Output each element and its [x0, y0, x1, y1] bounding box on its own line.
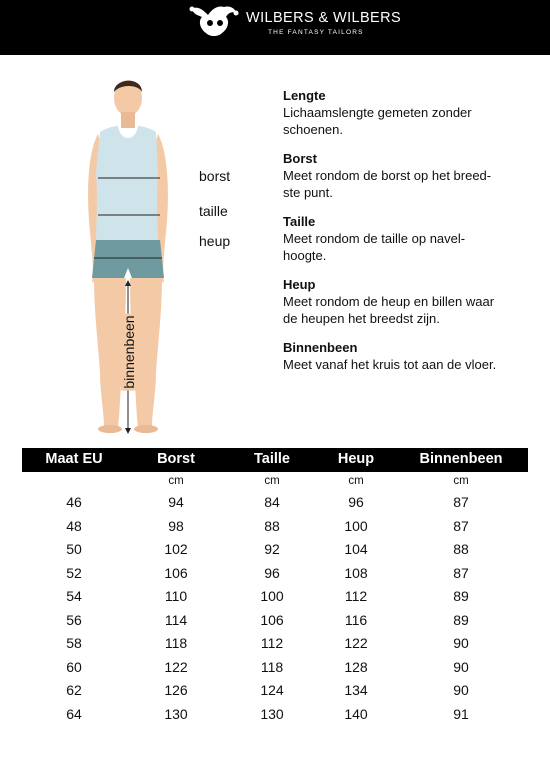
cell-binnenbeen: 90: [453, 635, 469, 651]
cell-maat: 48: [66, 517, 82, 534]
jester-mask-logo-icon: [188, 3, 240, 39]
cell-heup: 108: [344, 564, 368, 581]
definition-text-line: Meet rondom de heup en billen waar: [283, 294, 495, 309]
definition-taille: [283, 214, 538, 264]
cell-maat: 54: [66, 588, 82, 604]
cell-heup: 112: [344, 588, 368, 604]
definition-title: Heup: [283, 277, 316, 292]
unit-heup: cm: [348, 475, 364, 487]
cell-maat: 50: [66, 541, 82, 557]
cell-maat: 64: [66, 705, 82, 722]
table-row: [0, 632, 550, 655]
cell-maat: 60: [66, 658, 82, 675]
column-header-heup: Heup: [337, 451, 375, 467]
cell-heup: 96: [348, 494, 364, 510]
label-binnenbeen: binnenbeen: [121, 315, 137, 389]
cell-borst: 106: [164, 564, 188, 581]
cell-taille: 88: [264, 517, 280, 534]
table-row: [0, 609, 550, 632]
header-bar: [0, 0, 550, 55]
cell-taille: 106: [260, 611, 284, 628]
definition-borst: [283, 151, 538, 201]
cell-taille: 92: [264, 541, 280, 557]
cell-binnenbeen: 87: [453, 564, 469, 581]
cell-heup: 116: [344, 611, 368, 628]
table-row: [0, 562, 550, 585]
cell-borst: 130: [164, 705, 188, 722]
cell-binnenbeen: 91: [453, 705, 469, 722]
definition-title: Lengte: [283, 88, 326, 103]
unit-borst: cm: [168, 475, 184, 487]
label-heup: heup: [199, 233, 231, 249]
cell-maat: 52: [66, 564, 82, 581]
cell-taille: 130: [260, 705, 284, 722]
cell-maat: 58: [66, 635, 82, 651]
table-row: [0, 585, 550, 608]
definition-lengte: [283, 88, 538, 138]
cell-binnenbeen: 89: [453, 611, 469, 628]
cell-borst: 98: [168, 517, 184, 534]
label-taille: taille: [199, 203, 228, 219]
cell-borst: 102: [164, 541, 188, 557]
cell-heup: 140: [344, 705, 368, 722]
cell-taille: 118: [260, 658, 284, 675]
cell-taille: 100: [260, 588, 284, 604]
table-row: [0, 538, 550, 561]
definition-text-line: ste punt.: [283, 185, 333, 200]
unit-binnenbeen: cm: [453, 475, 469, 487]
definition-title: Binnenbeen: [283, 340, 358, 355]
definition-title: Taille: [283, 214, 316, 229]
column-header-maat: Maat EU: [45, 451, 103, 467]
cell-heup: 128: [344, 658, 368, 675]
brand-name: WILBERS & WILBERS: [246, 10, 402, 26]
definition-text-line: Meet rondom de taille op navel-: [283, 231, 466, 246]
definition-text-line: Lichaamslengte gemeten zonder: [283, 105, 472, 120]
cell-maat: 56: [66, 611, 82, 628]
shorts: [92, 240, 164, 278]
definition-text-line: Meet vanaf het kruis tot aan de vloer.: [283, 357, 497, 372]
table-row: [0, 515, 550, 538]
cell-borst: 110: [164, 588, 188, 604]
cell-borst: 126: [164, 682, 188, 698]
column-header-borst: Borst: [157, 451, 195, 467]
definition-binnenbeen: [283, 340, 538, 373]
label-binnenbeen-wrap: [121, 312, 137, 392]
shirt: [96, 126, 158, 242]
cell-taille: 112: [260, 635, 284, 651]
cell-taille: 96: [264, 564, 280, 581]
cell-binnenbeen: 88: [453, 541, 469, 557]
cell-heup: 134: [344, 682, 368, 698]
definition-text-line: hoogte.: [283, 248, 327, 263]
definition-heup: [283, 277, 538, 327]
cell-binnenbeen: 90: [453, 682, 469, 698]
cell-taille: 124: [260, 682, 284, 698]
cell-binnenbeen: 87: [453, 517, 469, 534]
cell-maat: 46: [66, 494, 82, 510]
cell-binnenbeen: 87: [453, 494, 469, 510]
cell-heup: 122: [344, 635, 368, 651]
definition-text-line: Meet rondom de borst op het breed-: [283, 168, 492, 183]
table-row: [0, 491, 550, 514]
cell-taille: 84: [264, 494, 280, 510]
definition-title: Borst: [283, 151, 317, 166]
label-borst: borst: [199, 168, 231, 184]
cell-binnenbeen: 89: [453, 588, 469, 604]
cell-maat: 62: [66, 682, 82, 698]
cell-binnenbeen: 90: [453, 658, 469, 675]
column-header-taille: Taille: [254, 451, 290, 467]
cell-borst: 122: [164, 658, 188, 675]
table-row: [0, 656, 550, 679]
cell-heup: 104: [344, 541, 368, 557]
cell-heup: 100: [344, 517, 368, 534]
definition-text-line: de heupen het breedst zijn.: [283, 311, 440, 326]
table-row: [0, 679, 550, 702]
brand-tagline: THE FANTASY TAILORS: [268, 29, 364, 36]
definition-text-line: schoenen.: [283, 122, 343, 137]
cell-borst: 114: [164, 611, 188, 628]
table-row: [0, 703, 550, 726]
size-table-header: [22, 448, 528, 472]
cell-borst: 118: [164, 635, 188, 651]
measurement-definitions: [283, 88, 538, 386]
cell-borst: 94: [168, 494, 184, 510]
unit-taille: cm: [264, 475, 280, 487]
column-header-binnenbeen: Binnenbeen: [419, 451, 503, 467]
